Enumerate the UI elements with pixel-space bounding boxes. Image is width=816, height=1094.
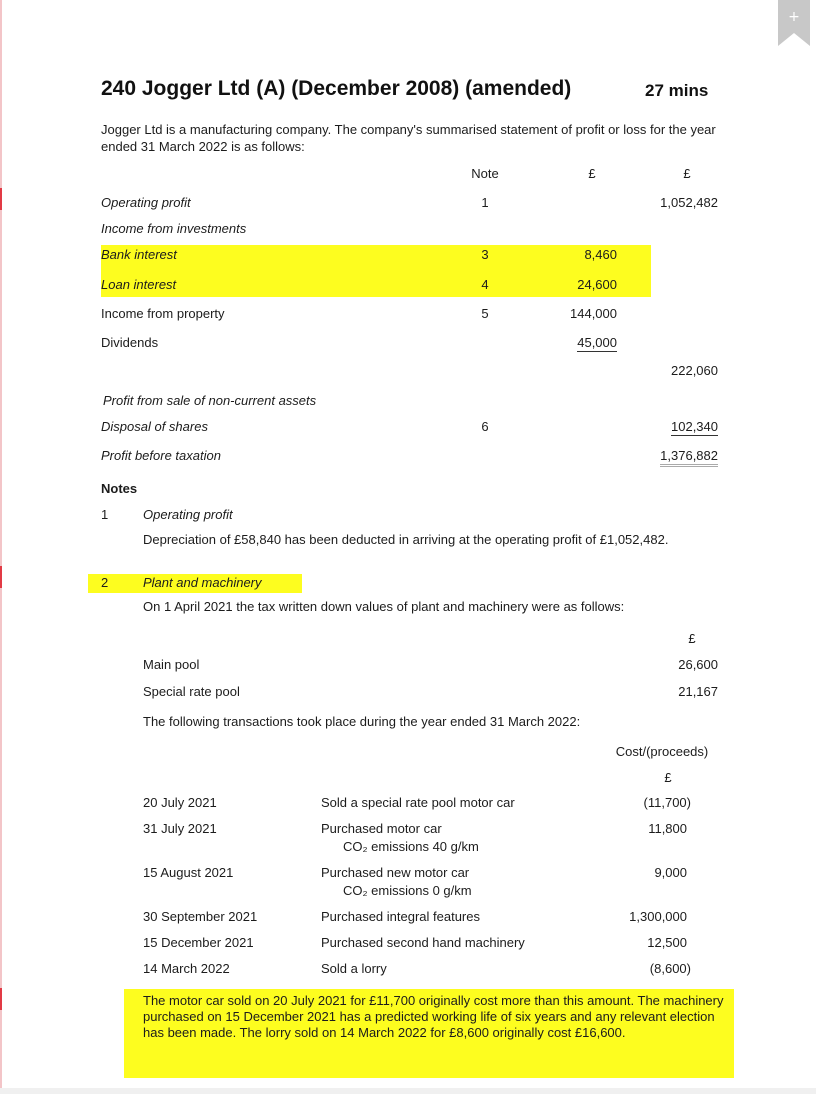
transaction-date: 20 July 2021 [143,795,217,810]
page-bottom-border [0,1088,816,1094]
transaction-sub: CO₂ emissions 0 g/km [343,883,472,898]
transaction-amount: 11,800 [648,821,687,836]
table-row-note: 6 [481,419,489,434]
table-row-amount: 102,340 [671,419,718,434]
svg-text:+: + [788,9,800,25]
transaction-date: 15 August 2021 [143,865,234,880]
note-title: Plant and machinery [143,575,262,590]
table-row-label: Bank interest [101,247,177,262]
table-row-amount: 1,376,882 [660,448,718,467]
transaction-sub: CO₂ emissions 40 g/km [343,839,479,854]
bookmark-plus-icon[interactable] [778,0,810,46]
transactions-intro: The following transactions took place during the year ended 31 March 2022: [143,714,581,729]
table-row-note: 3 [481,247,489,262]
note-title: Operating profit [143,507,233,522]
left-margin-line [0,0,2,1094]
note-column-header: Note [471,166,499,181]
transaction-desc: Sold a lorry [321,961,387,976]
transaction-date: 30 September 2021 [143,909,258,924]
table-row-amount: 45,000 [577,335,617,350]
table-row-amount-wrap [600,419,718,434]
table-row-note: 5 [481,306,489,321]
transaction-desc: Purchased new motor car [321,865,470,880]
pool-label: Main pool [143,657,200,672]
margin-marker [0,188,2,210]
note-text: On 1 April 2021 the tax written down values of plant and machinery were as follows: [143,599,625,614]
table-row-amount: 24,600 [577,277,617,292]
table-row-note: 1 [481,195,489,210]
transaction-date: 14 March 2022 [143,961,230,976]
pool-value: 26,600 [678,657,718,672]
table-row-amount-wrap [600,448,718,463]
table-row-amount-wrap [562,335,617,350]
note-text: Depreciation of £58,840 has been deducted in arriving at the operating profit of £1,052,482. [143,532,669,547]
table-row-amount: 8,460 [584,247,617,262]
margin-marker [0,566,2,588]
table-row-label: Income from property [101,306,225,321]
transaction-desc: Sold a special rate pool motor car [321,795,515,810]
transaction-date: 15 December 2021 [143,935,254,950]
table-row-label: Loan interest [101,277,177,292]
table-row-label: Income from investments [101,221,247,236]
table-row-note: 4 [481,277,489,292]
table-row-label: Profit from sale of non-current assets [103,393,317,408]
table-row-amount: 222,060 [671,363,718,378]
pool-value: 21,167 [678,684,718,699]
transaction-desc: Purchased integral features [321,909,480,924]
pool-label: Special rate pool [143,684,240,699]
footnote-paragraph: The motor car sold on 20 July 2021 for £11,700 originally cost more than this amount. The machinery purchased on 15 December 2021 has a predicted working life of six years and any relevant election has been made. The lorry sold on 14 March 2022 for £8,600 originally cost £16,600. [143,993,724,1040]
transaction-amount: 1,300,000 [629,909,687,924]
table-row-label: Disposal of shares [101,419,208,434]
intro-paragraph: Jogger Ltd is a manufacturing company. The company's summarised statement of profit or loss for the year ended 31 March 2022 is as follows: [101,122,716,154]
note-number: 1 [101,507,109,522]
transaction-amount: 12,500 [647,935,687,950]
transaction-amount: 9,000 [654,865,687,880]
time-allowance: 27 mins [645,81,709,100]
table-row-label: Operating profit [101,195,191,210]
margin-marker [0,988,2,1010]
question-title: 240 Jogger Ltd (A) (December 2008) (amended) [101,77,572,100]
transaction-amount: (11,700) [643,795,691,810]
pound-header: £ [688,631,696,646]
transaction-desc: Purchased second hand machinery [321,935,525,950]
table-row-label: Dividends [101,335,159,350]
table-row-label: Profit before taxation [101,448,221,463]
transaction-amount: (8,600) [649,961,691,976]
pound-column-header: £ [588,166,596,181]
pound-column-header: £ [683,166,691,181]
notes-heading: Notes [101,481,138,496]
note-number: 2 [101,575,109,590]
table-row-amount: 144,000 [570,306,617,321]
transaction-desc: Purchased motor car [321,821,442,836]
table-row-amount: 1,052,482 [660,195,718,210]
cost-header: Cost/(proceeds) [615,744,709,759]
cost-pound: £ [664,770,672,785]
transaction-date: 31 July 2021 [143,821,217,836]
